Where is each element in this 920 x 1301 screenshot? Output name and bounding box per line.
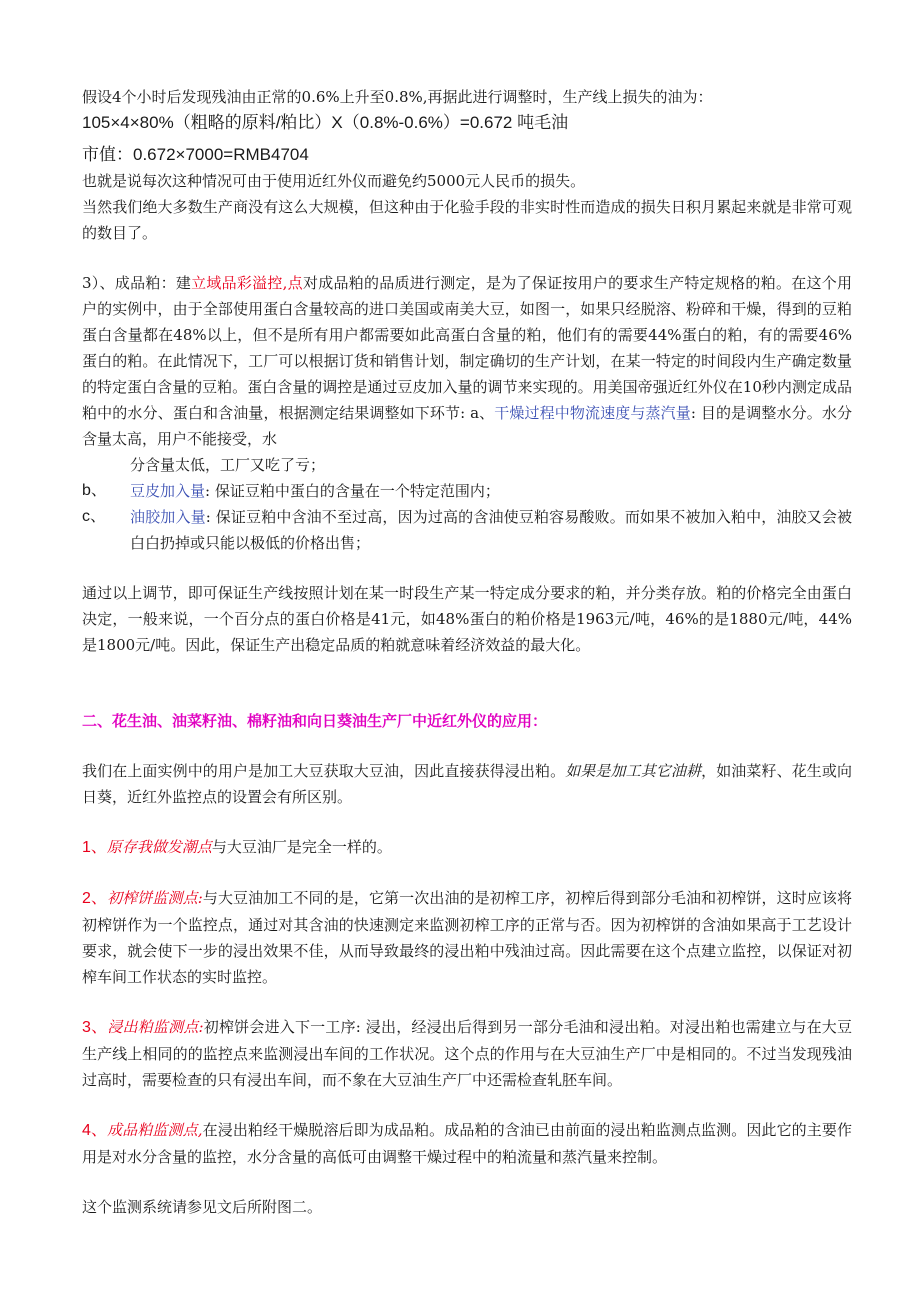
item-c xyxy=(82,504,852,556)
section3-paragraph xyxy=(82,270,852,452)
para1-line1: 假设4个小时后发现残油由正常的0.6%上升至0.8%,再据此进行调整时，生产线上损失的油为： xyxy=(82,88,713,106)
price-paragraph: 通过以上调节，即可保证生产线按照计划在某一时段生产某一特定成分要求的粕，并分类存放。粕的价格完全由蛋白决定，一般来说，一个百分点的蛋白价格是41元，如48%蛋白的粕价格是1963元/吨，46%的是1880元/吨，44%是1800元/吨。因此，保证生产出稳定品质的粕就意味着经济效益的最大化。 xyxy=(82,584,852,654)
intro-text1: 我们在上面实例中的用户是加工大豆获取大豆油，因此直接获得浸出粕。 xyxy=(82,762,566,780)
point4-text: 在浸出粕经干燥脱溶后即为成品粕。成品粕的含油已由前面的浸出粕监测点监测。因此它的主要作用是对水分含量的监控，水分含量的高低可由调整干燥过程中的粕流量和蒸汽量来控制。 xyxy=(82,1121,852,1166)
point2-label: 初榨饼监测点: xyxy=(107,889,203,907)
point4-paragraph xyxy=(82,1117,852,1170)
item-c-text: : 保证豆粕中含油不至过高，因为过高的含油使豆粕容易酸败。而如果不被加入粕中，油胶又会被白白扔掉或只能以极低的价格出售； xyxy=(130,508,852,552)
point4-num: 4、 xyxy=(82,1122,108,1139)
para1-line5: 当然我们绝大多数生产商没有这么大规模，但这种由于化验手段的非实时性而造成的损失日积月累起来就是非常可观的数目了。 xyxy=(82,198,852,242)
intro-text2: ，如油菜籽、花生或向日葵，近红外监控点的设置会有所区别。 xyxy=(82,762,852,806)
point1-num: 1、 xyxy=(82,839,107,856)
point3-label: 浸出粕监测点: xyxy=(107,1018,204,1036)
point4-label: 成品粕监测点, xyxy=(107,1121,203,1139)
point3-num: 3、 xyxy=(82,1019,108,1036)
item-b xyxy=(82,478,852,504)
item-b-label[interactable]: 豆皮加入量 xyxy=(130,482,206,500)
item-c-label[interactable]: 油胶加入量 xyxy=(130,508,206,526)
point1-text: 与大豆油厂是完全一样的。 xyxy=(211,838,392,856)
closing-line: 这个监测系统请参见文后所附图二。 xyxy=(82,1198,323,1216)
point3-paragraph xyxy=(82,1014,852,1093)
point1-label: 原存我做发潮点 xyxy=(106,838,212,856)
point2-num: 2、 xyxy=(82,890,108,907)
item-b-mark: b、 xyxy=(82,482,107,499)
section3-red-link[interactable]: 立域品彩溢控,点 xyxy=(191,274,303,292)
section3-prefix: 3）、成品粕：建 xyxy=(82,274,192,292)
item-a-label[interactable]: 干燥过程中物流速度与蒸汽量 xyxy=(494,404,691,422)
loss-formula: 105×4×80%（粗略的原料/粕比）X（0.8%-0.6%）=0.672 吨毛油 xyxy=(82,113,569,132)
document-page xyxy=(82,84,852,1220)
point1-paragraph xyxy=(82,834,852,861)
item-a-text: : 目的是调整水分。水分含量太高，用户不能接受，水 xyxy=(82,404,852,448)
point2-paragraph xyxy=(82,885,852,990)
item-b-text: : 保证豆粕中蛋白的含量在一个特定范围内； xyxy=(205,482,500,500)
item-c-mark: c、 xyxy=(82,508,107,525)
market-value: 市值：0.672×7000=RMB4704 xyxy=(82,145,309,164)
intro-italic: 如果是加工其它油耕 xyxy=(565,762,702,780)
item-a-continuation: 分含量太低，工厂又吃了亏； xyxy=(130,456,326,474)
point2-text: 与大豆油加工不同的是，它第一次出油的是初榨工序，初榨后得到部分毛油和初榨饼，这时应该将初榨饼作为一个监控点，通过对其含油的快速测定来监测初榨工序的正常与否。因为初榨饼的含油如果高于工艺设计要求，就会使下一步的浸出效果不佳，从而导致最终的浸出粕中残油过高。因此需要在这个点建立监控，以保证对初榨车间工作状态的实时监控。 xyxy=(82,889,852,986)
intro-paragraph xyxy=(82,758,852,810)
section3-body: 对成品粕的品质进行测定，是为了保证按用户的要求生产特定规格的粕。在这个用户的实例中，由于全部使用蛋白含量较高的进口美国或南美大豆，如图一，如果只经脱溶、粉碎和干燥，得到的豆粕蛋白含量都在48%以上，但不是所有用户都需要如此高蛋白含量的粕，他们有的需要44%蛋白的粕，有的需要46%蛋白的粕。在此情况下，工厂可以根据订货和销售计划，制定确切的生产计划，在某一特定的时间段内生产确定数量的特定蛋白含量的豆粕。蛋白含量的调控是通过豆皮加入量的调节来实现的。用美国帝强近红外仪在10秒内测定成品粕中的水分、蛋白和含油量，根据测定结果调整如下环节: a、 xyxy=(82,274,852,422)
section2-heading: 二、花生油、油菜籽油、棉籽油和向日葵油生产厂中近红外仪的应用： xyxy=(82,712,548,730)
point3-text: 初榨饼会进入下一工序: 浸出，经浸出后得到另一部分毛油和浸出粕。对浸出粕也需建立与在大豆生产线上相同的的监控点来监测浸出车间的工作状况。这个点的作用与在大豆油生产厂中是相同的。不过当发现残油过高时，需要检查的只有浸出车间，而不象在大豆油生产厂中还需检查轧胚车间。 xyxy=(82,1018,853,1089)
para1-line4: 也就是说每次这种情况可由于使用近红外仪而避免约5000元人民币的损失。 xyxy=(82,172,586,190)
